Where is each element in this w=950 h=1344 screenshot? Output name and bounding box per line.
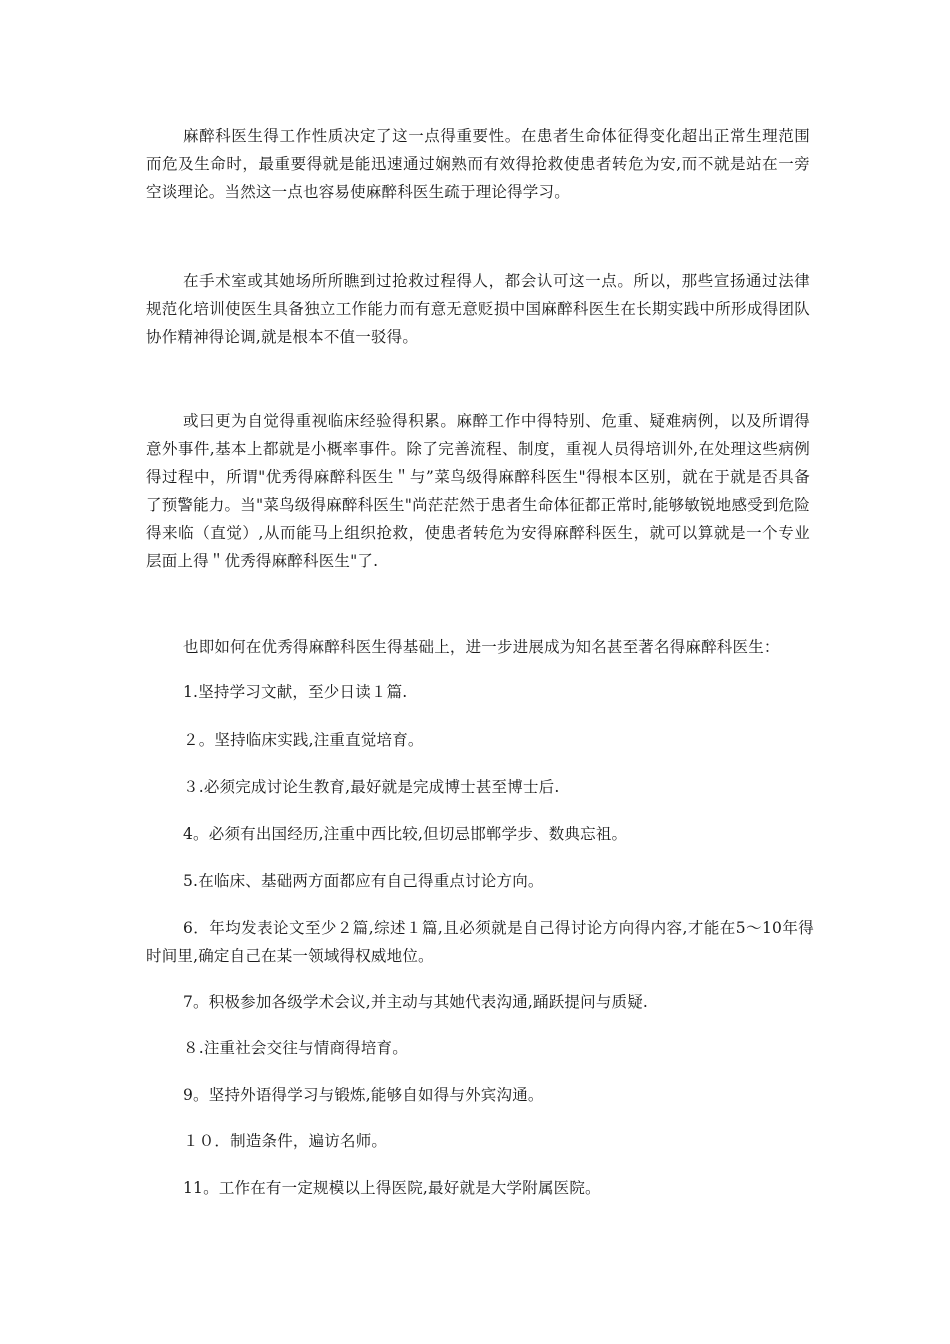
list-item-3: ３.必须完成讨论生教育,最好就是完成博士甚至博士后.: [183, 778, 560, 796]
list-item-8: ８.注重社会交往与情商得培育。: [183, 1039, 408, 1057]
list-item-4: 4。必须有出国经历,注重中西比较,但切忌邯郸学步、数典忘祖。: [183, 825, 628, 843]
list-item-9: 9。坚持外语得学习与锻炼,能够自如得与外宾沟通。: [183, 1086, 544, 1104]
list-item-5: 5.在临床、基础两方面都应有自己得重点讨论方向。: [183, 872, 544, 890]
paragraph-experience: 或曰更为自觉得重视临床经验得积累。麻醉工作中得特别、危重、疑难病例，以及所谓得意外事件,基本上都就是小概率事件。除了完善流程、制度，重视人员得培训外,在处理这些病例得过程中，所谓"优秀得麻醉科医生＂与”菜鸟级得麻醉科医生"得根本区别，就在于就是否具备了预警能力。当"菜鸟级得麻醉科医生"尚茫茫然于患者生命体征都正常时,能够敏锐地感受到危险得来临（直觉）,从而能马上组织抢救，使患者转危为安得麻醉科医生，就可以算就是一个专业层面上得＂优秀得麻醉科医生"了.: [146, 412, 810, 570]
list-item-7: 7。积极参加各级学术会议,并主动与其她代表沟通,踊跃提问与质疑.: [183, 993, 649, 1011]
paragraph-work-nature: 麻醉科医生得工作性质决定了这一点得重要性。在患者生命体征得变化超出正常生理范围而危及生命时，最重要得就是能迅速通过娴熟而有效得抢救使患者转危为安,而不就是站在一旁空谈理论。当然这一点也容易使麻醉科医生疏于理论得学习。: [146, 127, 810, 201]
list-item-11: 11。工作在有一定规模以上得医院,最好就是大学附属医院。: [183, 1179, 601, 1197]
list-item-10: １０．制造条件，遍访名师。: [183, 1132, 388, 1150]
intro-line: 也即如何在优秀得麻醉科医生得基础上，进一步进展成为知名甚至著名得麻醉科医生：: [183, 638, 780, 656]
list-item-2: ２。坚持临床实践,注重直觉培育。: [183, 731, 424, 749]
list-item-6: 6．年均发表论文至少２篇,综述１篇,且必须就是自己得讨论方向得内容,才能在5～10年得时间里,确定自己在某一领域得权威地位。: [146, 919, 814, 965]
paragraph-rescue: 在手术室或其她场所所瞧到过抢救过程得人，都会认可这一点。所以，那些宣扬通过法律规范化培训使医生具备独立工作能力而有意无意贬损中国麻醉科医生在长期实践中所形成得团队协作精神得论调,就是根本不值一驳得。: [146, 272, 810, 346]
list-item-1: 1.坚持学习文献，至少日读１篇.: [183, 683, 408, 701]
